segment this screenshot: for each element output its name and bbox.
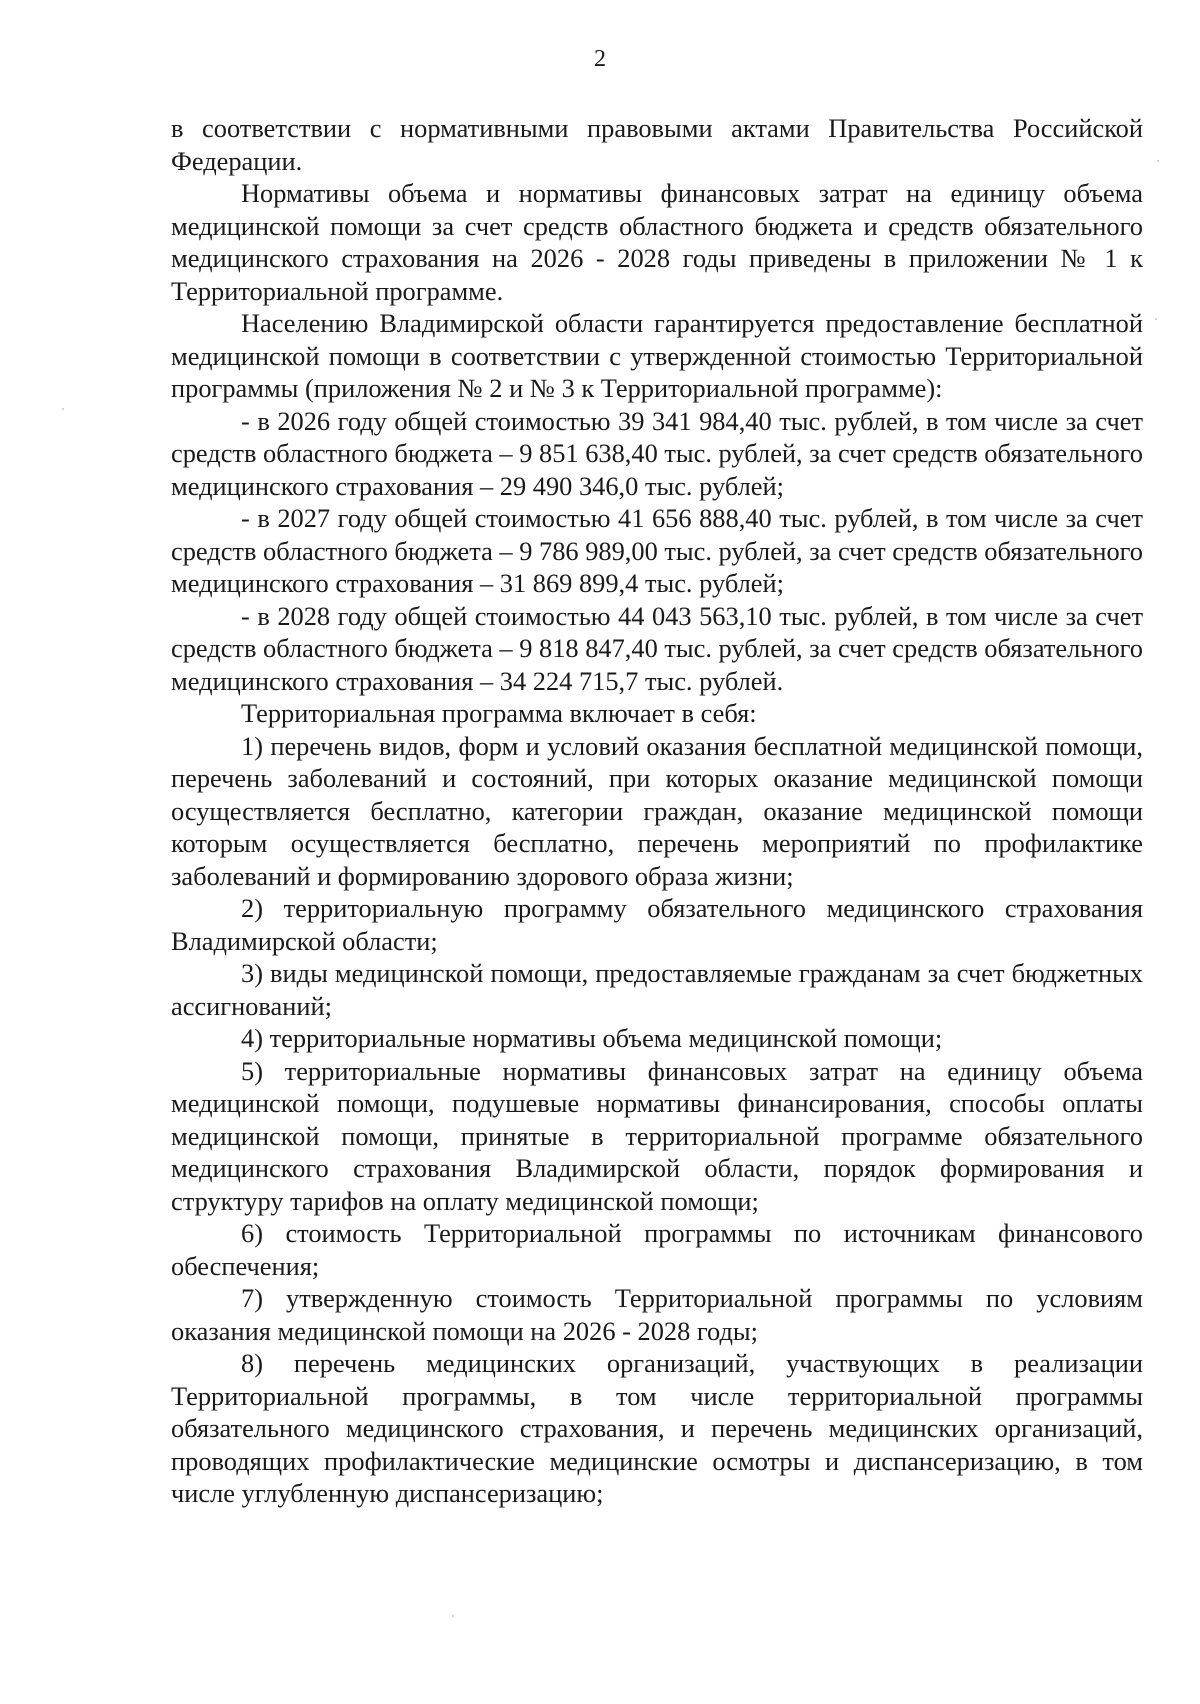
list-item-6: 6) стоимость Территориальной программы по источникам финансового обеспечения;	[171, 1218, 1143, 1281]
paragraph-norms: Нормативы объема и нормативы финансовых затрат на единицу объема медицинской помощи за счет средств областного бюджета и средств обязательного медицинского страхования на 2026 - 2028 годы приведены в приложении № 1 к Территориальной программе.	[171, 178, 1143, 306]
scan-speck	[1157, 160, 1159, 162]
scan-speck	[1155, 318, 1157, 320]
list-item-3: 3) виды медицинской помощи, предоставляемые гражданам за счет бюджетных ассигнований;	[171, 958, 1143, 1021]
list-item-2027: - в 2027 году общей стоимостью 41 656 888,40 тыс. рублей, в том числе за счет средств областного бюджета – 9 786 989,00 тыс. рублей, за счет средств обязательного медицинского страхования – 31 869 899,4 тыс. рублей;	[171, 503, 1143, 598]
list-item-8: 8) перечень медицинских организаций, участвующих в реализации Территориальной программы, в том числе территориальной программы обязательного медицинского страхования, и перечень медицинских организаций, проводящих профилактические медицинские осмотры и диспансеризацию, в том числе углубленную диспансеризацию;	[171, 1348, 1143, 1508]
scan-speck	[452, 1615, 454, 1617]
list-item-4: 4) территориальные нормативы объема медицинской помощи;	[241, 1023, 943, 1053]
list-item-5: 5) территориальные нормативы финансовых затрат на единицу объема медицинской помощи, подушевые нормативы финансирования, способы оплаты медицинской помощи, принятые в территориальной программе обязательного медицинского страхования Владимирской области, порядок формирования и структуру тарифов на оплату медицинской помощи;	[171, 1055, 1143, 1216]
scan-speck	[62, 408, 64, 410]
page-number: 2	[594, 46, 606, 72]
list-item-2026: - в 2026 году общей стоимостью 39 341 984,40 тыс. рублей, в том числе за счет средств областного бюджета – 9 851 638,40 тыс. рублей, за счет средств обязательного медицинского страхования – 29 490 346,0 тыс. рублей;	[171, 405, 1143, 501]
paragraph-program-includes: Территориальная программа включает в себя:	[241, 698, 757, 728]
list-item-2: 2) территориальную программу обязательного медицинского страхования Владимирской области;	[171, 893, 1143, 956]
list-item-1: 1) перечень видов, форм и условий оказания бесплатной медицинской помощи, перечень заболеваний и состояний, при которых оказание медицинской помощи осуществляется бесплатно, категории граждан, оказание медицинской помощи которым осуществляется бесплатно, перечень мероприятий по профилактике заболеваний и формированию здорового образа жизни;	[171, 730, 1143, 891]
list-item-7: 7) утвержденную стоимость Территориальной программы по условиям оказания медицинской помощи на 2026 - 2028 годы;	[171, 1283, 1143, 1346]
paragraph-continuation: в соответствии с нормативными правовыми актами Правительства Российской Федерации.	[171, 113, 1143, 176]
document-body	[171, 112, 1143, 1510]
paragraph-guarantee: Населению Владимирской области гарантируется предоставление бесплатной медицинской помощи в соответствии с утвержденной стоимостью Территориальной программы (приложения № 2 и № 3 к Территориальной программе):	[171, 308, 1143, 403]
list-item-2028: - в 2028 году общей стоимостью 44 043 563,10 тыс. рублей, в том числе за счет средств областного бюджета – 9 818 847,40 тыс. рублей, за счет средств обязательного медицинского страхования – 34 224 715,7 тыс. рублей.	[171, 600, 1143, 696]
